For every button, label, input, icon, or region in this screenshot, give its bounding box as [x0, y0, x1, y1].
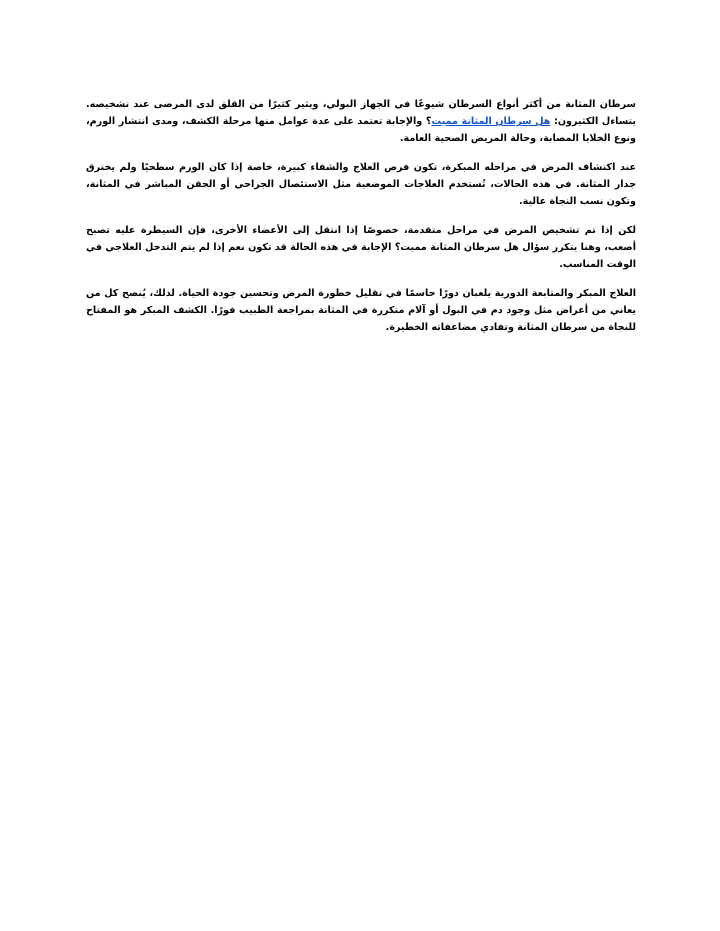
paragraph-intro-text-before: سرطان المثانة من أكثر أنواع السرطان شيوعًا في الجهاز البولي، ويثير كثيرًا من القلق لدى المرضى عند تشخيصه. يتساءل الكثيرون:	[86, 99, 637, 127]
paragraph-intro-text-after: ؟ والإجابة تعتمد على عدة عوامل منها مرحلة الكشف، ومدى انتشار الورم، ونوع الخلايا المصابة، وحالة المريض الصحية العامة.	[86, 116, 636, 144]
document-body	[86, 96, 636, 348]
paragraph-advanced-stage: لكن إذا تم تشخيص المرض في مراحل متقدمة، خصوصًا إذا انتقل إلى الأعضاء الأخرى، فإن السيطرة عليه تصبح أصعب، وهنا يتكرر سؤال هل سرطان المثانة مميت؟ الإجابة في هذه الحالة قد تكون نعم إذا لم يتم التدخل العلاجي في الوقت المناسب.	[86, 225, 636, 270]
paragraph-follow-up: العلاج المبكر والمتابعة الدورية يلعبان دورًا حاسمًا في تقليل خطورة المرض وتحسين جودة الحياة. لذلك، يُنصح كل من يعاني من أعراض مثل وجود دم في البول أو آلام متكررة في المثانة بمراجعة الطبيب فورًا. الكشف المبكر هو المفتاح للنجاة من سرطان المثانة وتفادي مضاعفاته الخطيرة.	[86, 288, 636, 333]
paragraph-early-detection: عند اكتشاف المرض في مراحله المبكرة، تكون فرص العلاج والشفاء كبيرة، خاصة إذا كان الورم سطحيًا ولم يخترق جدار المثانة. في هذه الحالات، تُستخدم العلاجات الموضعية مثل الاستئصال الجراحي أو الحقن المباشر في المثانة، وتكون نسب النجاة عالية.	[86, 162, 636, 207]
bladder-cancer-fatal-link[interactable]: هل سرطان المثانة مميت	[431, 116, 551, 127]
paragraph-intro	[86, 96, 636, 147]
